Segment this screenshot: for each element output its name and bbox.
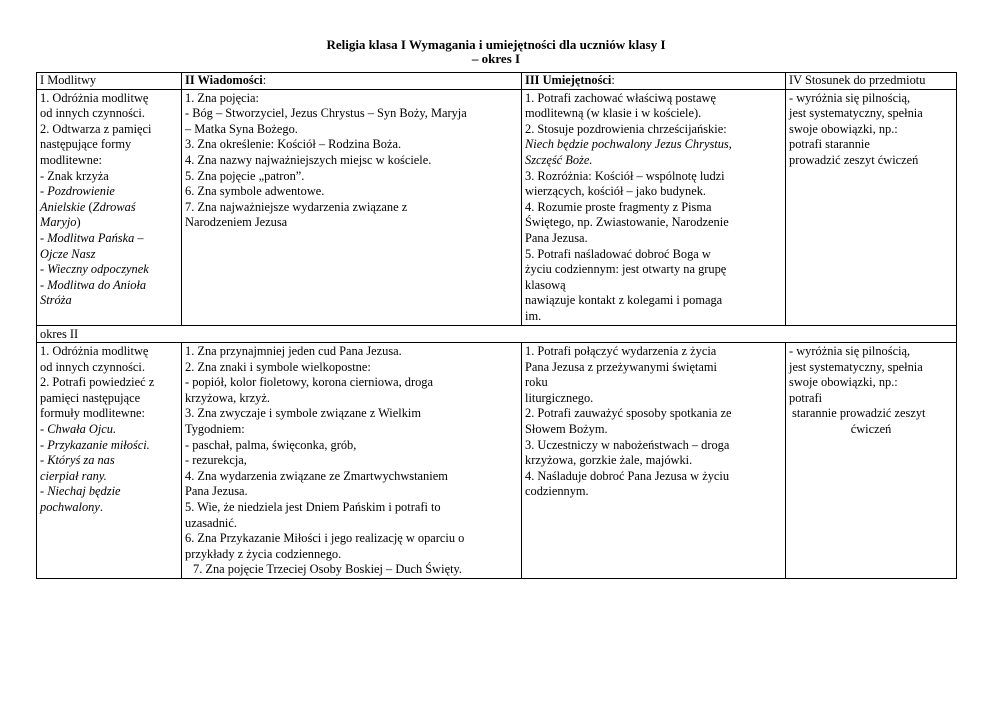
period2-label: okres II	[37, 325, 957, 343]
list-item: ćwiczeń	[850, 422, 892, 437]
list-text: .	[99, 500, 103, 515]
title-line-2: – okres I	[471, 51, 521, 66]
list-item: krzyżowa, krzyż.	[185, 390, 270, 405]
header-prayers: I Modlitwy	[37, 73, 182, 90]
list-item: - wyróżnia się pilnością,	[789, 344, 911, 359]
list-item: modlitewne:	[40, 152, 102, 167]
list-item: 7. Zna pojęcie Trzeciej Osoby Boskiej – Duch Święty.	[193, 562, 462, 577]
list-item: 2. Potrafi zauważyć sposoby spotkania ze	[525, 406, 732, 421]
list-item: Świętego, np. Zwiastowanie, Narodzenie	[525, 215, 729, 230]
period1-skills-cell	[522, 89, 786, 325]
list-item: - paschał, palma, święconka, grób,	[185, 437, 357, 452]
header-attitude: IV Stosunek do przedmiotu	[786, 73, 957, 90]
header-row	[37, 73, 957, 90]
list-item: Pana Jezusa.	[185, 484, 248, 499]
list-item: roku	[525, 375, 548, 390]
list-item: prowadzić zeszyt ćwiczeń	[789, 152, 919, 167]
list-item	[40, 500, 178, 516]
list-item: 1. Odróżnia modlitwę	[40, 90, 149, 105]
period1-attitude-cell	[786, 89, 957, 325]
list-item: codziennym.	[525, 484, 589, 499]
list-item: Pana Jezusa z przeżywanymi świętami	[525, 359, 717, 374]
list-item: potrafi starannie	[789, 137, 870, 152]
list-item: 5. Zna pojęcie „patron”.	[185, 168, 305, 183]
period2-skills-cell	[522, 343, 786, 579]
list-item: 3. Zna określenie: Kościół – Rodzina Boża.	[185, 137, 402, 152]
list-item: Szczęść Boże.	[525, 152, 593, 167]
period2-row	[37, 343, 957, 579]
list-item: - Modlitwa do Anioła	[40, 277, 147, 292]
list-item: - Modlitwa Pańska –	[40, 230, 144, 245]
list-text: pochwalony	[40, 500, 100, 515]
list-item: od innych czynności.	[40, 359, 145, 374]
list-item: 2. Stosuje pozdrowienia chrześcijańskie:	[525, 121, 727, 136]
list-item: Tygodniem:	[185, 422, 245, 437]
list-item: klasową	[525, 277, 566, 292]
list-item: swoje obowiązki, np.:	[789, 121, 898, 136]
list-item: od innych czynności.	[40, 106, 145, 121]
list-text: )	[76, 215, 81, 230]
list-item: uzasadnić.	[185, 515, 237, 530]
list-item: 7. Zna najważniejsze wydarzenia związane z	[185, 199, 408, 214]
period2-prayers-cell	[37, 343, 182, 579]
list-item: 2. Potrafi powiedzieć z	[40, 375, 155, 390]
list-item: 1. Zna pojęcia:	[185, 90, 259, 105]
list-item: liturgicznego.	[525, 390, 594, 405]
list-item: - Przykazanie miłości.	[40, 437, 150, 452]
list-item: pamięci następujące	[40, 390, 141, 405]
list-item: - Wieczny odpoczynek	[40, 262, 149, 277]
list-item: Pana Jezusa.	[525, 230, 588, 245]
list-item: 4. Rozumie proste fragmenty z Pisma	[525, 199, 712, 214]
list-item: starannie prowadzić zeszyt	[792, 406, 926, 421]
list-item: - Pozdrowienie	[40, 184, 115, 199]
period2-header-row	[37, 325, 957, 343]
list-item: 3. Rozróżnia: Kościół – wspólnotę ludzi	[525, 168, 725, 183]
list-item: modlitewną (w klasie i w kościele).	[525, 106, 702, 121]
list-item: 2. Zna znaki i symbole wielkopostne:	[185, 359, 371, 374]
list-item: - Któryś za nas	[40, 453, 115, 468]
period2-knowledge-cell	[182, 343, 522, 579]
period1-knowledge-cell	[182, 89, 522, 325]
period1-prayers-cell	[37, 89, 182, 325]
list-item: 4. Naśladuje dobroć Pana Jezusa w życiu	[525, 468, 730, 483]
list-item: Stróża	[40, 293, 72, 308]
list-item: potrafi	[789, 390, 823, 405]
list-item: 1. Odróżnia modlitwę	[40, 344, 149, 359]
list-item: 5. Wie, że niedziela jest Dniem Pańskim i potrafi to	[185, 500, 441, 515]
page-title	[0, 38, 992, 66]
list-item: swoje obowiązki, np.:	[789, 375, 898, 390]
list-item: - Chwała Ojcu.	[40, 422, 117, 437]
list-item: - popiół, kolor fioletowy, korona cierniowa, droga	[185, 375, 433, 390]
list-text: Maryjo	[40, 215, 77, 230]
list-item: 1. Potrafi połączyć wydarzenia z życia	[525, 344, 717, 359]
list-item: cierpiał rany.	[40, 468, 107, 483]
list-item: Słowem Bożym.	[525, 422, 608, 437]
list-item: przykłady z życia codziennego.	[185, 546, 342, 561]
list-item: jest systematyczny, spełnia	[789, 359, 923, 374]
list-item: 3. Zna zwyczaje i symbole związane z Wielkim	[185, 406, 421, 421]
list-item: - rezurekcja,	[185, 453, 247, 468]
list-item: życiu codziennym: jest otwarty na grupę	[525, 262, 727, 277]
title-line-1: Religia klasa I Wymagania i umiejętności dla uczniów klasy I	[326, 37, 666, 52]
period1-row	[37, 89, 957, 325]
list-item: jest systematyczny, spełnia	[789, 106, 923, 121]
requirements-table	[36, 72, 957, 579]
list-item: Narodzeniem Jezusa	[185, 215, 288, 230]
list-item: 4. Zna wydarzenia związane ze Zmartwychwstaniem	[185, 468, 448, 483]
list-item: Ojcze Nasz	[40, 246, 96, 261]
list-item: – Matka Syna Bożego.	[185, 121, 298, 136]
list-item	[40, 200, 178, 216]
list-item: 1. Potrafi zachować właściwą postawę	[525, 90, 716, 105]
list-item: Niech będzie pochwalony Jezus Chrystus,	[525, 137, 732, 152]
list-item: - Niechaj będzie	[40, 484, 121, 499]
list-item: 3. Uczestniczy w nabożeństwach – droga	[525, 437, 730, 452]
list-item	[40, 215, 178, 231]
period2-attitude-cell	[786, 343, 957, 579]
list-item: 4. Zna nazwy najważniejszych miejsc w kościele.	[185, 152, 432, 167]
list-item: 5. Potrafi naśladować dobroć Boga w	[525, 246, 711, 261]
list-item: wierzących, kościół – jako budynek.	[525, 184, 706, 199]
list-item: krzyżowa, gorzkie żale, majówki.	[525, 453, 693, 468]
list-item: następujące formy	[40, 137, 132, 152]
list-item: im.	[525, 308, 542, 323]
header-knowledge: II Wiadomości:	[182, 73, 522, 90]
list-item: - Znak krzyża	[40, 168, 109, 183]
list-item: 1. Zna przynajmniej jeden cud Pana Jezusa.	[185, 344, 402, 359]
list-item: formuły modlitewne:	[40, 406, 145, 421]
header-skills: III Umiejętności:	[522, 73, 786, 90]
list-text: Anielskie	[40, 199, 86, 214]
list-text: (	[88, 199, 93, 214]
list-item: - wyróżnia się pilnością,	[789, 90, 911, 105]
list-item: - Bóg – Stworzyciel, Jezus Chrystus – Syn Boży, Maryja	[185, 106, 467, 121]
list-item: 6. Zna Przykazanie Miłości i jego realizację w oparciu o	[185, 531, 465, 546]
list-text: Zdrowaś	[92, 199, 136, 214]
list-item: nawiązuje kontakt z kolegami i pomaga	[525, 293, 723, 308]
list-item: 6. Zna symbole adwentowe.	[185, 184, 325, 199]
list-item: 2. Odtwarza z pamięci	[40, 121, 152, 136]
